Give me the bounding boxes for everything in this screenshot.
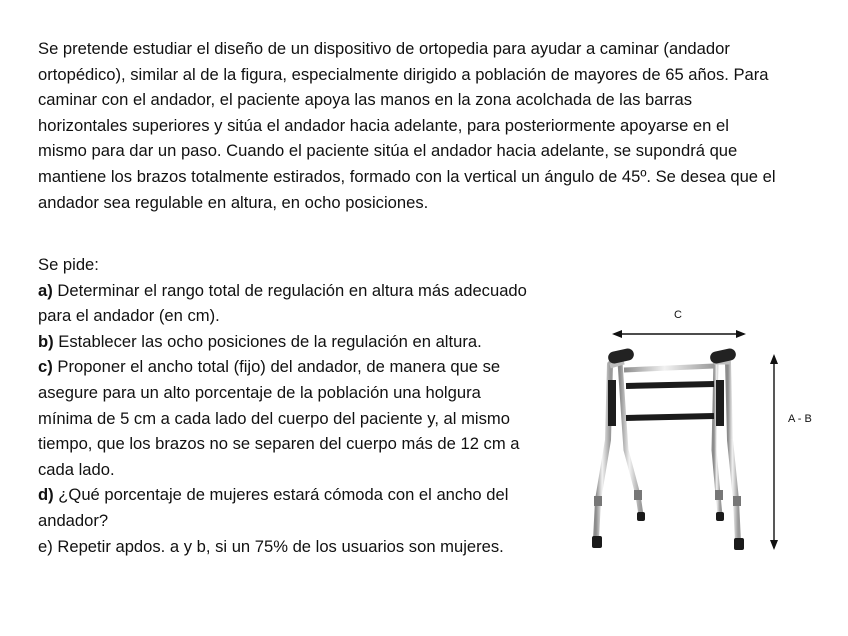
walker-figure <box>568 300 818 572</box>
width-label: C <box>674 309 682 321</box>
question-letter: d) <box>38 485 54 505</box>
question-e: e) Repetir apdos. a y b, si un 75% de los usuarios son mujeres. <box>38 536 504 556</box>
intro-paragraph: Se pretende estudiar el diseño de un dispositivo de ortopedia para ayudar a caminar (andador ortopédico), similar al de la figura, especialmente dirigido a población de mayores de 65 años. Para caminar con el andador, el paciente apoya las manos en la zona acolchada de las barras horizontales superiores y sitúa el andador hacia adelante, para posteriormente apoyarse en el mismo para dar un paso. Cuando el paciente sitúa el andador hacia adelante, se supondrá que mantiene los brazos totalmente estirados, formado con la vertical un ángulo de 45º. Se desea que el andador sea regulable en altura, en ocho posiciones. <box>38 39 776 212</box>
question-letter: a) <box>38 280 53 300</box>
se-pide-heading: Se pide: <box>38 255 99 274</box>
question-letter: b) <box>38 331 54 351</box>
question-text: Proponer el ancho total (fijo) del andador, de manera que se asegure para un alto porcentaje de la población una holgura mínima de 5 cm a cada lado del cuerpo del paciente y, al mismo tiempo, que los brazos no se separen del cuerpo más de 12 cm a cada lado. <box>38 357 520 479</box>
height-label: A - B <box>788 413 812 425</box>
question-letter: c) <box>38 357 53 377</box>
question-text: Determinar el rango total de regulación en altura más adecuado para el andador (en cm). <box>38 280 527 326</box>
question-a <box>38 278 538 329</box>
question-text: ¿Qué porcentaje de mujeres estará cómoda con el ancho del andador? <box>38 485 509 530</box>
question-b <box>38 329 538 355</box>
questions-list <box>38 252 538 559</box>
width-dimension <box>612 309 746 338</box>
walker-illustration <box>568 300 818 572</box>
height-dimension <box>770 354 812 550</box>
question-d <box>38 482 538 533</box>
walker-frame <box>592 347 744 550</box>
question-c <box>38 354 538 482</box>
question-text: Establecer las ocho posiciones de la regulación en altura. <box>53 331 482 351</box>
